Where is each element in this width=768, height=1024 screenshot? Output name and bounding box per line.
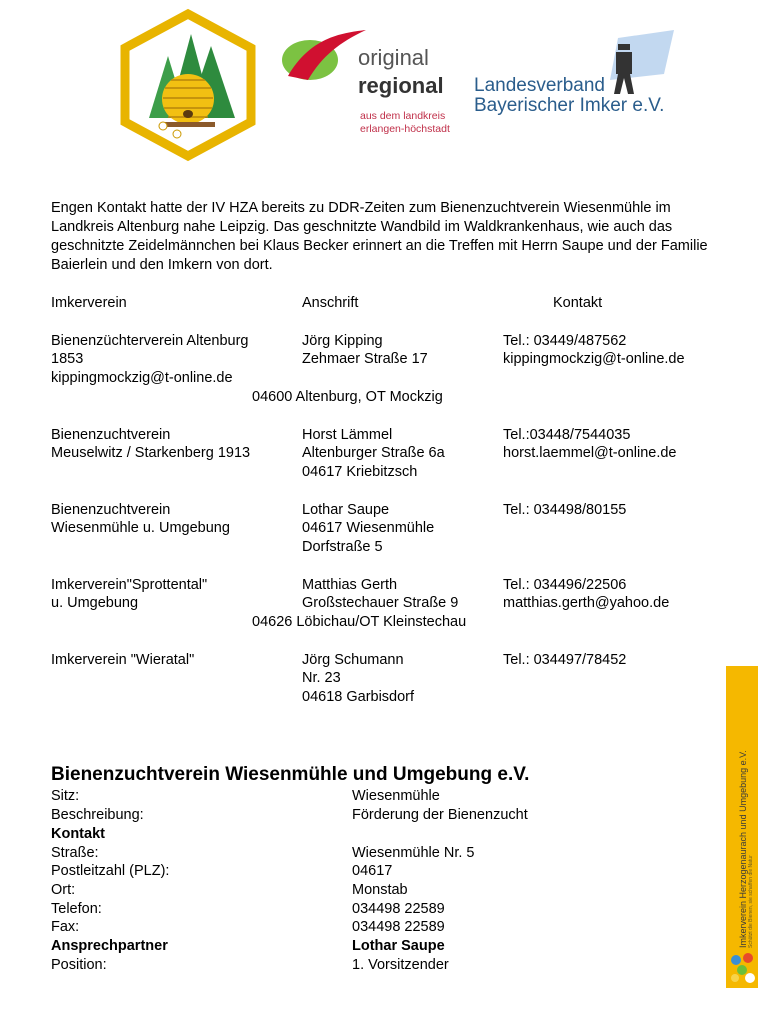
- row1-kontakt-email[interactable]: kippingmockzig@t-online.de: [503, 351, 685, 367]
- field-sitz-value: Wiesenmühle: [352, 788, 440, 804]
- landesverband-logo: [468, 30, 678, 125]
- row3-anschrift-street: Dorfstraße 5: [302, 539, 383, 555]
- field-telefon-value: 034498 22589: [352, 901, 445, 917]
- field-plz-label: Postleitzahl (PLZ):: [51, 863, 170, 879]
- row1-kontakt-tel: Tel.: 03449/487562: [503, 333, 627, 349]
- field-ort-value: Monstab: [352, 882, 408, 898]
- row5-verein-line1: Imkerverein "Wieratal": [51, 652, 195, 668]
- header-anschrift: Anschrift: [302, 295, 359, 311]
- row2-verein-line1: Bienenzuchtverein: [51, 427, 171, 443]
- field-plz-value: 04617: [352, 863, 393, 879]
- row2-anschrift-city: 04617 Kriebitzsch: [302, 464, 418, 480]
- row1-verein-line1: Bienenzüchterverein Altenburg: [51, 333, 249, 349]
- row4-kontakt-email[interactable]: matthias.gerth@yahoo.de: [503, 595, 670, 611]
- field-strasse-label: Straße:: [51, 845, 99, 861]
- regional-word1: original: [358, 45, 429, 70]
- row4-verein-line1: Imkerverein"Sprottental": [51, 577, 208, 593]
- field-fax-value: 034498 22589: [352, 919, 445, 935]
- field-ansprechpartner-value: Lothar Saupe: [352, 938, 445, 954]
- row1-verein-email[interactable]: kippingmockzig@t-online.de: [51, 370, 233, 386]
- field-beschreibung-label: Beschreibung:: [51, 807, 144, 823]
- field-position-label: Position:: [51, 957, 107, 973]
- row4-anschrift-street: Großstechauer Straße 9: [302, 595, 459, 611]
- row3-verein-line1: Bienenzuchtverein: [51, 502, 171, 518]
- header-kontakt: Kontakt: [553, 295, 603, 311]
- row1-anschrift-name: Jörg Kipping: [302, 333, 383, 349]
- row4-anschrift-city: 04626 Löbichau/OT Kleinstechau: [252, 614, 467, 630]
- row5-kontakt-tel: Tel.: 034497/78452: [503, 652, 627, 668]
- field-sitz-label: Sitz:: [51, 788, 80, 804]
- row3-kontakt-tel: Tel.: 034498/80155: [503, 502, 627, 518]
- field-position-value: 1. Vorsitzender: [352, 957, 449, 973]
- row3-anschrift-city: 04617 Wiesenmühle: [302, 520, 435, 536]
- row5-anschrift-street: Nr. 23: [302, 670, 341, 686]
- row4-anschrift-name: Matthias Gerth: [302, 577, 398, 593]
- field-fax-label: Fax:: [51, 919, 80, 935]
- row4-verein-line2: u. Umgebung: [51, 595, 139, 611]
- beekeeping-hexagon-logo: [113, 6, 263, 164]
- field-strasse-value: Wiesenmühle Nr. 5: [352, 845, 475, 861]
- regional-word2: regional: [358, 73, 444, 98]
- row5-anschrift-city: 04618 Garbisdorf: [302, 689, 415, 705]
- row3-verein-line2: Wiesenmühle u. Umgebung: [51, 520, 230, 536]
- side-banner-subtitle: Schützt die Bienen, sie schaffen die Natur: [748, 855, 754, 948]
- side-banner-title: Imkerverein Herzogenaurach und Umgebung e.V.: [738, 750, 748, 948]
- field-ansprechpartner-label: Ansprechpartner: [51, 938, 168, 954]
- field-telefon-label: Telefon:: [51, 901, 102, 917]
- row2-anschrift-name: Horst Lämmel: [302, 427, 393, 443]
- row4-kontakt-tel: Tel.: 034496/22506: [503, 577, 627, 593]
- intro-paragraph: Engen Kontakt hatte der IV HZA bereits zu DDR-Zeiten zum Bienenzuchtverein Wiesenmühle im Landkreis Altenburg nahe Leipzig. Das geschnitzte Wandbild im Waldkrankenhaus, wie auch das geschnitzte Zeidelmännchen bei Klaus Becker erinnert an die Treffen mit Herrn Saupe und der Familie Baierlein und den Imkern von dort.: [51, 200, 708, 273]
- row2-kontakt-tel: Tel.:03448/7544035: [503, 427, 631, 443]
- lvbi-line1: Landesverband: [474, 75, 605, 96]
- row2-anschrift-street: Altenburger Straße 6a: [302, 445, 445, 461]
- lvbi-line2: Bayerischer Imker e.V.: [474, 95, 665, 116]
- row1-anschrift-street: Zehmaer Straße 17: [302, 351, 428, 367]
- header-imkerverein: Imkerverein: [51, 295, 127, 311]
- row1-verein-line2: 1853: [51, 351, 84, 367]
- regional-sub2: erlangen-höchstadt: [360, 123, 450, 135]
- honeycomb-dots-icon: [728, 950, 758, 986]
- profile-title: Bienenzuchtverein Wiesenmühle und Umgebung e.V.: [51, 764, 530, 785]
- original-regional-logo: [280, 28, 460, 140]
- row2-verein-line2: Meuselwitz / Starkenberg 1913: [51, 445, 251, 461]
- row1-anschrift-city: 04600 Altenburg, OT Mockzig: [252, 389, 443, 405]
- row2-kontakt-email[interactable]: horst.laemmel@t-online.de: [503, 445, 677, 461]
- row3-anschrift-name: Lothar Saupe: [302, 502, 390, 518]
- section-kontakt-label: Kontakt: [51, 826, 105, 842]
- row5-anschrift-name: Jörg Schumann: [302, 652, 404, 668]
- regional-sub1: aus dem landkreis: [360, 110, 446, 122]
- field-ort-label: Ort:: [51, 882, 76, 898]
- field-beschreibung-value: Förderung der Bienenzucht: [352, 807, 528, 823]
- regional-swoosh-icon: [280, 28, 370, 88]
